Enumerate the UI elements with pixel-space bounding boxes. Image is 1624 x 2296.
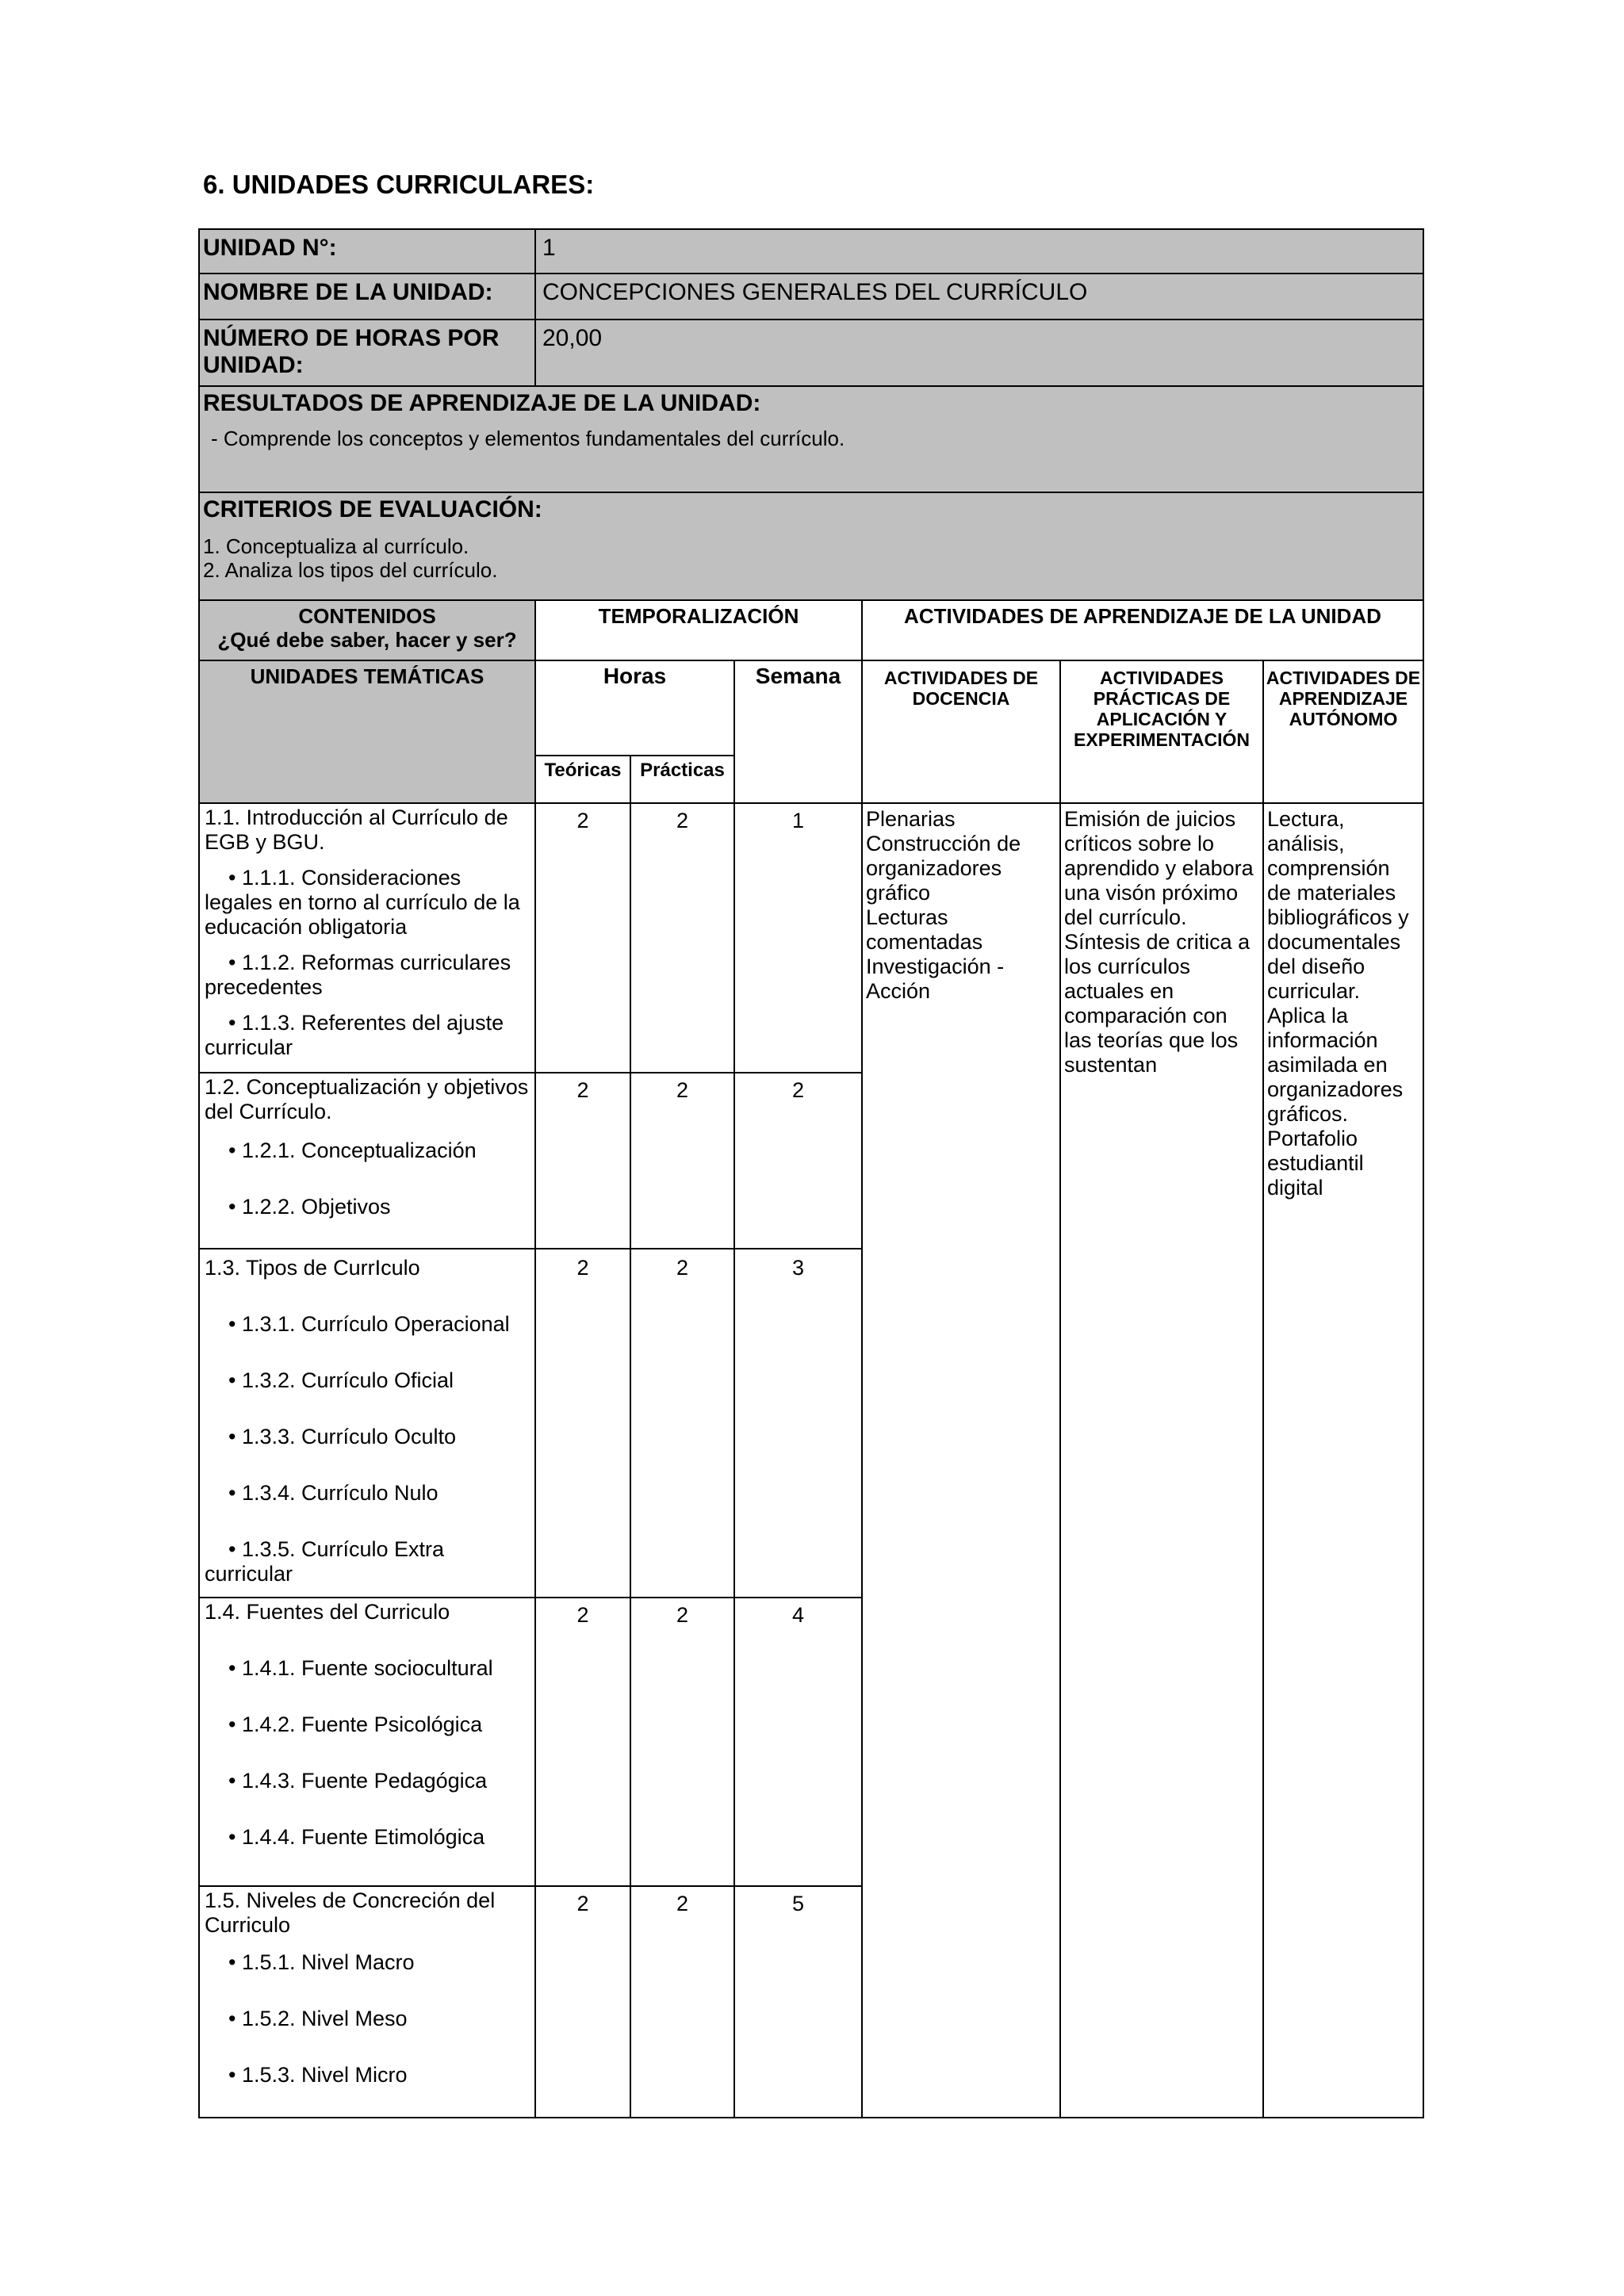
contents-header: [199, 600, 535, 660]
contents-header-subtitle: ¿Qué debe saber, hacer y ser?: [217, 628, 517, 652]
learning-outcomes-section: [199, 386, 1423, 492]
evaluation-criteria-section: [199, 492, 1423, 600]
subtopic: • 1.2.1. Conceptualización: [228, 1138, 477, 1162]
practice-hours-value: 2: [630, 803, 734, 1073]
teaching-activities-content: Plenarias Construcción de organizadores gráfico Lecturas comentadas Investigación - Acción: [862, 803, 1060, 2118]
week-value: 5: [734, 1886, 862, 2118]
practice-hours-header: Prácticas: [630, 756, 734, 803]
practical-activities-content: Emisión de juicios críticos sobre lo aprendido y elabora una visón próximo del currículo. Síntesis de critica a los currículos actuales en comparación con las teorías que los sustentan: [1060, 803, 1263, 2118]
theory-hours-value: 2: [535, 803, 630, 1073]
theory-hours-header: Teóricas: [535, 756, 630, 803]
evaluation-criteria-label: CRITERIOS DE EVALUACIÓN:: [203, 496, 542, 522]
subtopic: • 1.4.4. Fuente Etimológica: [228, 1825, 485, 1849]
subtopic: • 1.5.2. Nivel Meso: [228, 2007, 408, 2030]
subtopic: • 1.3.5. Currículo Extra curricular: [205, 1537, 445, 1586]
subtopic: • 1.5.1. Nivel Macro: [228, 1950, 415, 1974]
timing-header: TEMPORALIZACIÓN: [535, 600, 862, 660]
subtopic: • 1.3.1. Currículo Operacional: [228, 1312, 510, 1336]
subtopic: • 1.4.3. Fuente Pedagógica: [228, 1769, 488, 1793]
theory-hours-value: 2: [535, 1073, 630, 1249]
subtopic: • 1.3.3. Currículo Oculto: [228, 1425, 457, 1448]
autonomous-activities-content: Lectura, análisis, comprensión de materiales bibliográficos y documentales del diseño curricular. Aplica la información asimilada en organizadores gráficos. Portafolio estudiantil digital: [1263, 803, 1423, 2118]
learning-outcomes-label: RESULTADOS DE APRENDIZAJE DE LA UNIDAD:: [203, 390, 761, 416]
subtopic: • 1.3.2. Currículo Oficial: [228, 1368, 454, 1392]
subtopic: • 1.1.1. Consideraciones legales en torno al currículo de la educación obligatoria: [205, 866, 520, 939]
week-header: Semana: [734, 660, 862, 803]
teaching-activities-header: ACTIVIDADES DE DOCENCIA: [862, 660, 1060, 803]
thematic-unit-1-4: [199, 1598, 535, 1886]
subtopic: • 1.4.2. Fuente Psicológica: [228, 1712, 483, 1736]
subtopic: • 1.3.4. Currículo Nulo: [228, 1481, 439, 1505]
theory-hours-value: 2: [535, 1886, 630, 2118]
evaluation-criterion-1: 1. Conceptualiza al currículo.: [203, 534, 469, 558]
section-title: 6. UNIDADES CURRICULARES:: [203, 170, 595, 199]
unit-number-value: 1: [535, 229, 1423, 274]
practice-hours-value: 2: [630, 1886, 734, 2118]
subtopic: • 1.1.3. Referentes del ajuste curricular: [205, 1011, 504, 1059]
practical-activities-header: ACTIVIDADES PRÁCTICAS DE APLICACIÓN Y EXPERIMENTACIÓN: [1060, 660, 1263, 803]
theory-hours-value: 2: [535, 1249, 630, 1598]
practice-hours-value: 2: [630, 1598, 734, 1886]
unit-hours-label: NÚMERO DE HORAS POR UNIDAD:: [199, 320, 535, 386]
topic-title: 1.1. Introducción al Currículo de EGB y BGU.: [205, 806, 508, 854]
subtopic: • 1.5.3. Nivel Micro: [228, 2063, 408, 2087]
thematic-unit-1-1: [199, 803, 535, 1073]
hours-header: Horas: [535, 660, 734, 756]
week-value: 2: [734, 1073, 862, 1249]
subtopic: • 1.2.2. Objetivos: [228, 1195, 391, 1219]
week-value: 3: [734, 1249, 862, 1598]
theory-hours-value: 2: [535, 1598, 630, 1886]
contents-header-title: CONTENIDOS: [298, 604, 436, 628]
week-value: 1: [734, 803, 862, 1073]
practice-hours-value: 2: [630, 1073, 734, 1249]
topic-title: 1.3. Tipos de CurrIculo: [205, 1256, 420, 1280]
subtopic: • 1.1.2. Reformas curriculares precedentes: [205, 951, 511, 999]
thematic-units-header: UNIDADES TEMÁTICAS: [199, 660, 535, 803]
learning-outcomes-value: - Comprende los conceptos y elementos fundamentales del currículo.: [211, 427, 845, 450]
thematic-unit-1-2: [199, 1073, 535, 1249]
evaluation-criterion-2: 2. Analiza los tipos del currículo.: [203, 558, 498, 582]
autonomous-activities-header: ACTIVIDADES DE APRENDIZAJE AUTÓNOMO: [1263, 660, 1423, 803]
topic-title: 1.5. Niveles de Concreción del Curriculo: [205, 1888, 496, 1937]
unit-name-label: NOMBRE DE LA UNIDAD:: [199, 274, 535, 320]
learning-activities-header: ACTIVIDADES DE APRENDIZAJE DE LA UNIDAD: [862, 600, 1423, 660]
topic-title: 1.4. Fuentes del Curriculo: [205, 1600, 450, 1624]
unit-name-value: CONCEPCIONES GENERALES DEL CURRÍCULO: [535, 274, 1423, 320]
unit-hours-value: 20,00: [535, 320, 1423, 386]
week-value: 4: [734, 1598, 862, 1886]
thematic-unit-1-3: [199, 1249, 535, 1598]
unit-number-label: UNIDAD N°:: [199, 229, 535, 274]
thematic-unit-1-5: [199, 1886, 535, 2118]
subtopic: • 1.4.1. Fuente sociocultural: [228, 1656, 493, 1680]
practice-hours-value: 2: [630, 1249, 734, 1598]
topic-title: 1.2. Conceptualización y objetivos del Currículo.: [205, 1075, 529, 1123]
curricular-unit-table: [198, 228, 1424, 2118]
